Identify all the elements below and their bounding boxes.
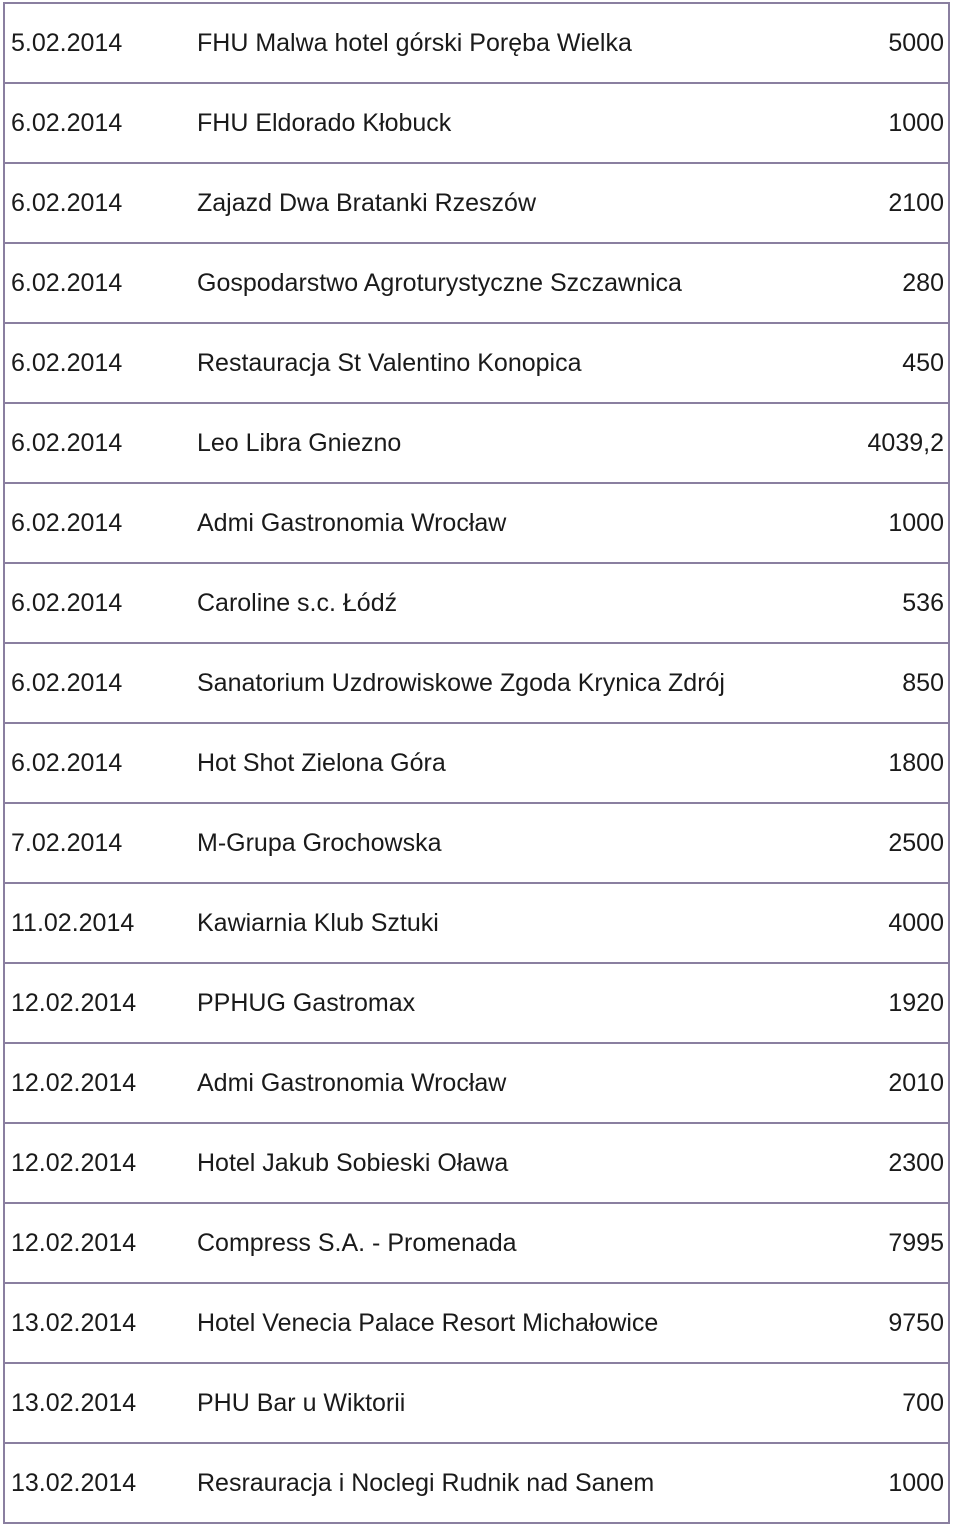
- table-row: [4, 643, 949, 723]
- amount-cell: 9750: [777, 1283, 949, 1363]
- recipient-cell: Sanatorium Uzdrowiskowe Zgoda Krynica Zdrój: [197, 643, 777, 723]
- recipient-cell: Restauracja St Valentino Konopica: [197, 323, 777, 403]
- table-row: [4, 403, 949, 483]
- date-cell: 12.02.2014: [4, 963, 197, 1043]
- recipient-cell: Admi Gastronomia Wrocław: [197, 1043, 777, 1123]
- table-row: [4, 803, 949, 883]
- recipient-cell: FHU Eldorado Kłobuck: [197, 83, 777, 163]
- amount-cell: 1000: [777, 1443, 949, 1523]
- table-row: [4, 1283, 949, 1363]
- amount-cell: 5000: [777, 3, 949, 83]
- date-cell: 13.02.2014: [4, 1443, 197, 1523]
- date-cell: 5.02.2014: [4, 3, 197, 83]
- table-row: [4, 3, 949, 83]
- amount-cell: 2500: [777, 803, 949, 883]
- amount-cell: 1000: [777, 83, 949, 163]
- date-cell: 6.02.2014: [4, 643, 197, 723]
- recipient-cell: Kawiarnia Klub Sztuki: [197, 883, 777, 963]
- amount-cell: 4039,2: [777, 403, 949, 483]
- amount-cell: 450: [777, 323, 949, 403]
- table-row: [4, 483, 949, 563]
- date-cell: 6.02.2014: [4, 323, 197, 403]
- amount-cell: 700: [777, 1363, 949, 1443]
- recipient-cell: Hotel Venecia Palace Resort Michałowice: [197, 1283, 777, 1363]
- recipient-cell: Compress S.A. - Promenada: [197, 1203, 777, 1283]
- date-cell: 7.02.2014: [4, 803, 197, 883]
- recipient-cell: Zajazd Dwa Bratanki Rzeszów: [197, 163, 777, 243]
- date-cell: 12.02.2014: [4, 1203, 197, 1283]
- amount-cell: 1800: [777, 723, 949, 803]
- amount-cell: 2100: [777, 163, 949, 243]
- amount-cell: 1920: [777, 963, 949, 1043]
- table-row: [4, 1443, 949, 1523]
- amount-cell: 1000: [777, 483, 949, 563]
- date-cell: 6.02.2014: [4, 563, 197, 643]
- table-row: [4, 563, 949, 643]
- recipient-cell: Admi Gastronomia Wrocław: [197, 483, 777, 563]
- table-row: [4, 1203, 949, 1283]
- payments-table: [3, 2, 950, 1524]
- date-cell: 12.02.2014: [4, 1123, 197, 1203]
- table-row: [4, 883, 949, 963]
- date-cell: 6.02.2014: [4, 403, 197, 483]
- amount-cell: 2010: [777, 1043, 949, 1123]
- date-cell: 6.02.2014: [4, 163, 197, 243]
- date-cell: 6.02.2014: [4, 243, 197, 323]
- document-page: [3, 2, 950, 1524]
- recipient-cell: Caroline s.c. Łódź: [197, 563, 777, 643]
- date-cell: 13.02.2014: [4, 1363, 197, 1443]
- table-row: [4, 1123, 949, 1203]
- amount-cell: 2300: [777, 1123, 949, 1203]
- amount-cell: 4000: [777, 883, 949, 963]
- recipient-cell: Leo Libra Gniezno: [197, 403, 777, 483]
- recipient-cell: Resrauracja i Noclegi Rudnik nad Sanem: [197, 1443, 777, 1523]
- recipient-cell: M-Grupa Grochowska: [197, 803, 777, 883]
- table-row: [4, 83, 949, 163]
- table-row: [4, 963, 949, 1043]
- amount-cell: 536: [777, 563, 949, 643]
- recipient-cell: Gospodarstwo Agroturystyczne Szczawnica: [197, 243, 777, 323]
- recipient-cell: Hot Shot Zielona Góra: [197, 723, 777, 803]
- table-row: [4, 1043, 949, 1123]
- table-row: [4, 243, 949, 323]
- table-row: [4, 323, 949, 403]
- date-cell: 12.02.2014: [4, 1043, 197, 1123]
- recipient-cell: Hotel Jakub Sobieski Oława: [197, 1123, 777, 1203]
- date-cell: 6.02.2014: [4, 483, 197, 563]
- recipient-cell: PHU Bar u Wiktorii: [197, 1363, 777, 1443]
- amount-cell: 7995: [777, 1203, 949, 1283]
- date-cell: 6.02.2014: [4, 723, 197, 803]
- recipient-cell: FHU Malwa hotel górski Poręba Wielka: [197, 3, 777, 83]
- date-cell: 13.02.2014: [4, 1283, 197, 1363]
- date-cell: 6.02.2014: [4, 83, 197, 163]
- table-row: [4, 163, 949, 243]
- amount-cell: 850: [777, 643, 949, 723]
- amount-cell: 280: [777, 243, 949, 323]
- date-cell: 11.02.2014: [4, 883, 197, 963]
- recipient-cell: PPHUG Gastromax: [197, 963, 777, 1043]
- table-row: [4, 1363, 949, 1443]
- table-row: [4, 723, 949, 803]
